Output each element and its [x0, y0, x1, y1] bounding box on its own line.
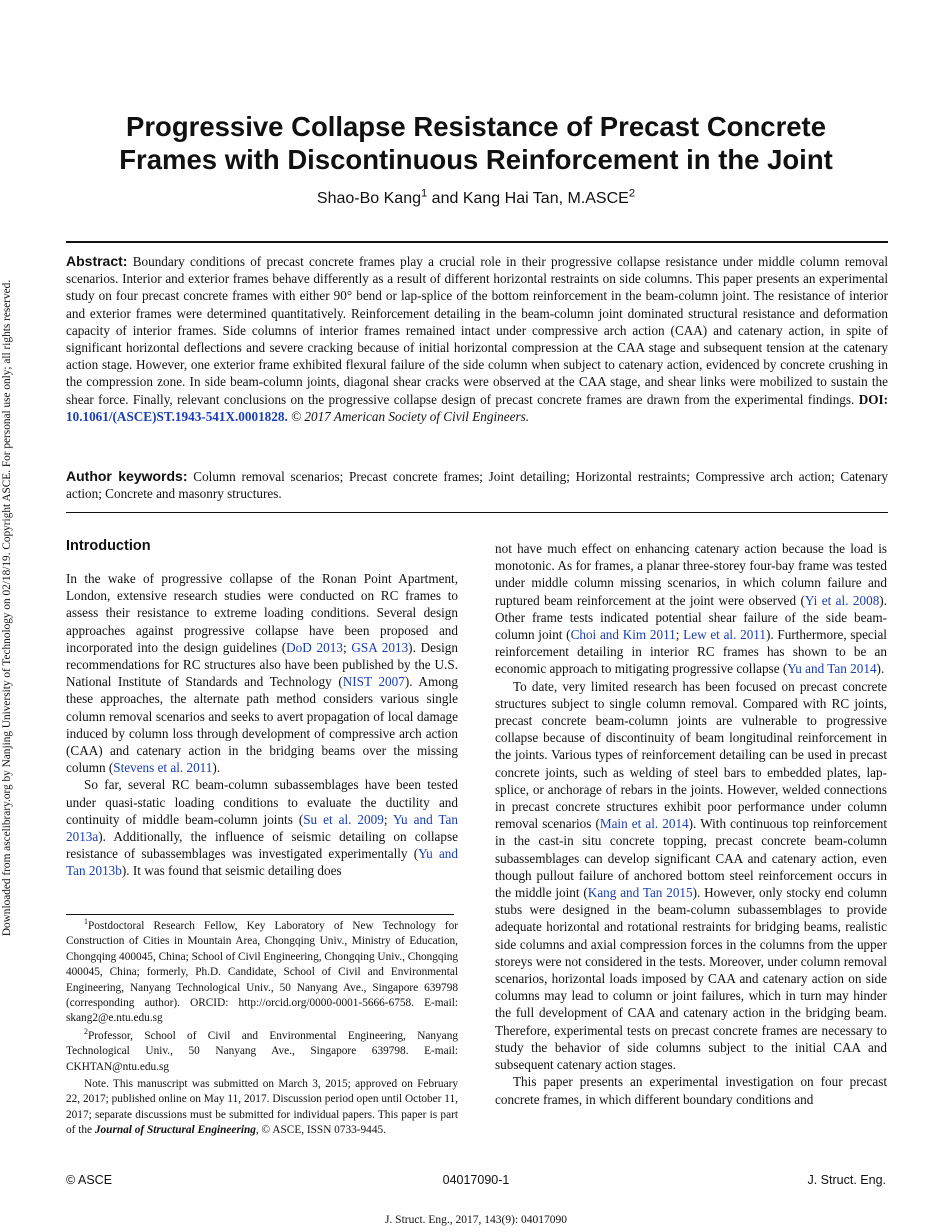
footer-publisher: © ASCE — [66, 1173, 113, 1187]
footnote-1 — [66, 919, 458, 1027]
abstract-label: Abstract: — [66, 253, 128, 269]
ref-kang-tan-2015[interactable]: Kang and Tan 2015 — [587, 885, 693, 901]
author-1-affil: 1 — [421, 187, 428, 200]
text: ). However, only stocky end column stubs were designed in the beam-column subassemblages to provide adequate horizontal and rotational restraints for bridging beams, realistic side columns and axial compression forces in the columns from the upper storeys were not considered in the tests. Moreover, under column removal scenarios, horizontal loads imposed by CAA and catenary action on side columns may lead to column or joint failures, which in turn may hinder the full development of CAA and catenary action in the bridging beam. Therefore, experimental tests on precast concrete frames are necessary to study the behavior of side columns subject to the initial CAA and subsequent catenary action stages. — [495, 885, 888, 1073]
abstract-text: Boundary conditions of precast concrete frames play a crucial role in their progressive collapse resistance under middle column removal scenarios. Interior and exterior frames behave differently as a result of different horizontal restraints on side columns. This paper presents an experimental study on four precast concrete frames with either 90° bend or lap-splice of the bottom reinforcement in the beam-column joint. The resistance of interior and exterior frames were determined quantitatively. Reinforcement detailing in the beam-column joint dominated structural resistance and deformation capacity of interior frames. Side columns of interior frames remained intact under compressive arch action (CAA) and catenary action, in spite of significant horizontal deflections and severe cracking because of initial horizontal compression at the CAA stage and subsequent tension at the catenary action stage. However, one exterior frame exhibited flexural failure of the side column when subject to catenary action, evidenced by concrete crushing in the compression zone. In side beam-column joints, diagonal shear cracks were observed at the CAA stage, and shear links were mobilized to sustain the shear force. Finally, relevant conclusions on the progressive collapse design of precast concrete frames are drawn from the experimental findings. — [66, 254, 888, 407]
right-column — [495, 540, 887, 1108]
footnote-rule — [66, 914, 454, 915]
bottom-citation: J. Struct. Eng., 2017, 143(9): 04017090 — [384, 1214, 568, 1226]
footnote-text: Postdoctoral Research Fellow, Key Laboratory of New Technology for Construction of Cities in Mountain Area, Chongqing Univ., Ministry of Education, Chongqing 400045, China; School of Civil Engineering, Chongqing Univ., Chongqing 400045, China; formerly, Ph.D. Candidate, School of Civil and Environmental Engineering, Nanyang Technological Univ., 50 Nanyang Ave., Singapore 639798 (corresponding author). ORCID: http://orcid.org/0000-0001-5666-6758. E-mail: skang2@e.ntu.edu.sg — [66, 920, 458, 1025]
text: To date, very limited research has been focused on precast concrete structures subject to single column removal. Compared with RC joints, precast concrete beam-column joints are vulnerable to progressive collapse because of discontinuity of beam longitudinal reinforcement in the joints. Various types of reinforcement detailing can be used in precast concrete joints, such as welding of steel bars to embedded plates, lap-splice, or anchorage of rebars in the joints. However, welded connections in precast concrete structures exhibit poor performance under column removal scenarios ( — [495, 678, 887, 832]
text: not have much effect on enhancing catenary action because the load is monotonic. As for frames, a planar three-storey four-bay frame was tested under middle column missing scenarios, in which column failure and ruptured beam reinforcement at the joint were observed ( — [495, 541, 887, 608]
paragraph — [495, 678, 887, 1074]
text: ). Design recommendations for RC structures also have been published by the U.S. National Institute of Standards and Technology ( — [66, 639, 458, 690]
text: ). Among these approaches, the alternate path method considers various single column removal scenarios and seeks to avert propagation of local damage induced by column loss through development of compressive arch action (CAA) and catenary action in the bridging beams over the missing column ( — [66, 674, 458, 776]
text: ). Additionally, the influence of seismic detailing on collapse resistance of subassemblages was investigated experimentally ( — [66, 829, 458, 862]
doi-link[interactable]: 10.1061/(ASCE)ST.1943-541X.0001828. — [66, 408, 288, 424]
section-heading-introduction: Introduction — [66, 538, 151, 554]
note-text: , © ASCE, ISSN 0733-9445. — [255, 1124, 386, 1137]
paragraph — [66, 570, 458, 776]
ref-yu-tan-2014[interactable]: Yu and Tan 2014 — [787, 661, 877, 677]
text: ). It was found that seismic detailing does — [121, 863, 342, 879]
text: ; — [342, 639, 352, 655]
abstract-copyright: © 2017 American Society of Civil Engineers. — [291, 408, 530, 424]
text: So far, several RC beam-column subassemblages have been tested under quasi-static loading conditions to evaluate the ductility and continuity of middle beam-column joints ( — [66, 777, 458, 827]
left-column — [66, 570, 458, 880]
footnote-marker: 1 — [84, 917, 88, 927]
title-line-2: Frames with Discontinuous Reinforcement in the Joint — [119, 144, 833, 175]
keywords-label: Author keywords: — [66, 468, 188, 484]
text: In the wake of progressive collapse of the Ronan Point Apartment, London, extensive research studies were conducted on RC frames to assess their resistance to extreme loading conditions. Several design approaches against progressive collapse have been proposed and incorporated into the design guidelines ( — [66, 571, 458, 655]
author-2-affil: 2 — [628, 187, 636, 200]
download-watermark: Downloaded from ascelibrary.org by Nanjing University of Technology on 02/18/19. Copyright ASCE. For personal use only; all rights reserved. — [1, 279, 13, 937]
footnote-text: Professor, School of Civil and Environmental Engineering, Nanyang Technological Univ., 50 Nanyang Ave., Singapore 639798. E-mail: CKHTAN@ntu.edu.sg — [66, 1029, 458, 1073]
title-line-1: Progressive Collapse Resistance of Precast Concrete — [125, 111, 827, 142]
ref-lew-2011[interactable]: Lew et al. 2011 — [683, 627, 766, 643]
submission-note — [66, 1077, 458, 1139]
ref-main-2014[interactable]: Main et al. 2014 — [599, 816, 689, 832]
footnote-marker: 2 — [84, 1027, 88, 1037]
abstract-bottom-rule — [66, 512, 888, 513]
author-2: and Kang Hai Tan, M.ASCE — [427, 190, 629, 207]
ref-choi-kim-2011[interactable]: Choi and Kim 2011 — [570, 627, 676, 643]
paragraph — [495, 540, 887, 678]
text: ). With continuous top reinforcement in the cast-in situ concrete topping, precast concrete beam-column subassemblages can develop significant CAA and catenary action, even though pullout failure of anchored bottom steel reinforcement occurs in the middle joint ( — [495, 816, 887, 901]
footer-journal: J. Struct. Eng. — [807, 1173, 886, 1187]
footnotes — [66, 919, 458, 1141]
keywords-text: Column removal scenarios; Precast concrete frames; Joint detailing; Horizontal restraints; Compressive arch action; Catenary action; Concrete and masonry structures. — [66, 469, 889, 502]
ref-gsa-2013[interactable]: GSA 2013 — [351, 639, 409, 655]
ref-yu-tan-2013b[interactable]: Yu and Tan 2013b — [66, 846, 458, 879]
text: This paper presents an experimental investigation on four precast concrete frames, in which different boundary conditions and — [495, 1074, 887, 1107]
abstract-top-rule — [66, 241, 888, 243]
doi-label: DOI: — [858, 391, 888, 407]
text: ). Furthermore, special reinforcement detailing in interior RC frames has shown to be an economic approach to mitigating progressive collapse ( — [495, 627, 887, 677]
abstract — [66, 253, 888, 425]
paragraph — [66, 776, 458, 879]
author-1: Shao-Bo Kang — [316, 190, 421, 207]
paper-title — [60, 110, 892, 176]
text: ). Other frame tests indicated potential shear failure of the side beam-column joint ( — [495, 592, 887, 643]
footer-page-id: 04017090-1 — [442, 1173, 510, 1187]
author-line — [60, 187, 892, 208]
note-text: Note. This manuscript was submitted on March 3, 2015; approved on February 22, 2017; published online on May 11, 2017. Discussion period open until October 11, 2017; separate discussions must be submitted for individual papers. This paper is part of the — [66, 1078, 458, 1137]
paragraph — [495, 1073, 887, 1107]
ref-dod-2013[interactable]: DoD 2013 — [286, 639, 343, 655]
footnote-2 — [66, 1029, 458, 1075]
ref-nist-2007[interactable]: NIST 2007 — [342, 674, 405, 690]
text: ). — [876, 661, 885, 677]
author-keywords — [66, 468, 888, 502]
ref-yu-tan-2013a[interactable]: Yu and Tan 2013a — [66, 811, 458, 845]
text: ). — [212, 760, 221, 776]
ref-stevens-2011[interactable]: Stevens et al. 2011 — [113, 760, 213, 776]
ref-su-2009[interactable]: Su et al. 2009 — [303, 811, 384, 827]
text: ; — [383, 811, 393, 827]
ref-yi-2008[interactable]: Yi et al. 2008 — [804, 592, 880, 608]
journal-name: Journal of Structural Engineering — [94, 1124, 256, 1137]
text: ; — [675, 627, 684, 643]
